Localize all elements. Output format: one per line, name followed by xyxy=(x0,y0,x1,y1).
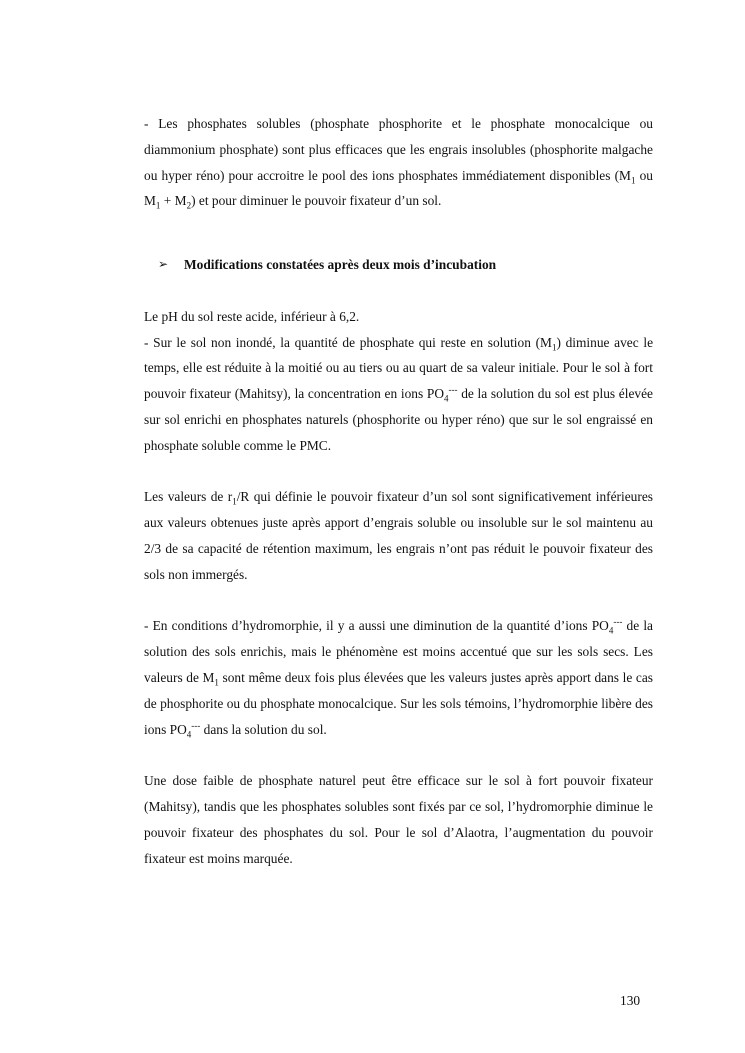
text-run: Les valeurs de r xyxy=(144,489,233,505)
text-run: ou M xyxy=(144,167,653,209)
text-run: sont même deux fois plus élevées que les valeurs justes après apport dans le cas de phosphorite ou du phosphate monocalcique. Sur les sols témoins, l’hydromorphie libère des ions PO xyxy=(144,669,653,737)
text-run: - En conditions d’hydromorphie, il y a aussi une diminution de la quantité d’ions PO xyxy=(144,618,609,634)
text-run: - Les phosphates solubles (phosphate phosphorite et le phosphate monocalcique ou diammonium phosphate) sont plus efficaces que les engrais insolubles (phosphorite malgache ou hyper réno) pour accroitre le pool des ions phosphates immédiatement disponibles (M xyxy=(144,116,653,183)
text-run: ) et pour diminuer le pouvoir fixateur d’un sol. xyxy=(191,193,442,209)
subscript: 1 xyxy=(232,497,237,508)
subscript: 1 xyxy=(214,677,219,688)
arrow-bullet-icon: ➢ xyxy=(158,257,169,272)
paragraph-hydromorphy xyxy=(144,613,653,742)
subscript: 4 xyxy=(444,393,449,404)
page-body xyxy=(144,111,653,871)
text-run: /R qui définie le pouvoir fixateur d’un sol sont significativement inférieures aux valeurs obtenues juste après apport d’engrais soluble ou insoluble sur le sol maintenu au 2/3 de sa capacité de rétention maximum, les engrais n’ont pas réduit le pouvoir fixateur des sols non immergés. xyxy=(144,489,653,582)
text-run: Le pH du sol reste acide, inférieur à 6,2. xyxy=(144,308,360,324)
page-number: 130 xyxy=(620,993,641,1008)
subscript: 4 xyxy=(186,729,192,740)
paragraph-non-flooded-soil xyxy=(144,330,653,459)
text-run: + M xyxy=(160,193,187,209)
subscript: 2 xyxy=(186,201,192,212)
text-run: de la solution du sol est plus élevée sur sol enrichi en phosphates naturels (phosphorite ou hyper réno) que sur le sol engraissé en phosphate soluble comme le PMC. xyxy=(144,386,653,453)
paragraph-natural-phosphate-dose xyxy=(144,768,653,871)
text-run: - Sur le sol non inondé, la quantité de phosphate qui reste en solution (M xyxy=(144,334,552,350)
section-heading xyxy=(144,252,653,278)
subscript: 4 xyxy=(608,626,614,637)
paragraph-soluble-phosphates xyxy=(144,111,653,214)
superscript: --- xyxy=(613,616,623,627)
subscript: 1 xyxy=(155,201,161,212)
text-run: ) diminue avec le temps, elle est réduite à la moitié ou au tiers ou au quart de sa valeur initiale. Pour le sol à fort pouvoir fixateur (Mahitsy), la concentration en ions PO xyxy=(144,334,654,402)
text-run: Une dose faible de phosphate naturel peut être efficace sur le sol à fort pouvoir fixateur (Mahitsy), tandis que les phosphates solubles sont fixés par ce sol, l’hydromorphie diminue le pouvoir fixateur des phosphates du sol. Pour le sol d’Alaotra, l’augmentation du pouvoir fixateur est moins marquée. xyxy=(144,773,653,866)
subscript: 1 xyxy=(630,175,636,186)
superscript: --- xyxy=(191,720,201,731)
superscript: --- xyxy=(448,384,458,395)
text-run: dans la solution du sol. xyxy=(200,721,327,737)
paragraph-ph xyxy=(144,304,653,330)
subscript: 1 xyxy=(551,342,557,353)
text-run: de la solution des sols enrichis, mais le phénomène est moins accentué que sur les sols secs. Les valeurs de M xyxy=(144,618,653,685)
section-heading-text: Modifications constatées après deux mois d’incubation xyxy=(184,257,497,273)
paragraph-r1-values xyxy=(144,484,653,587)
